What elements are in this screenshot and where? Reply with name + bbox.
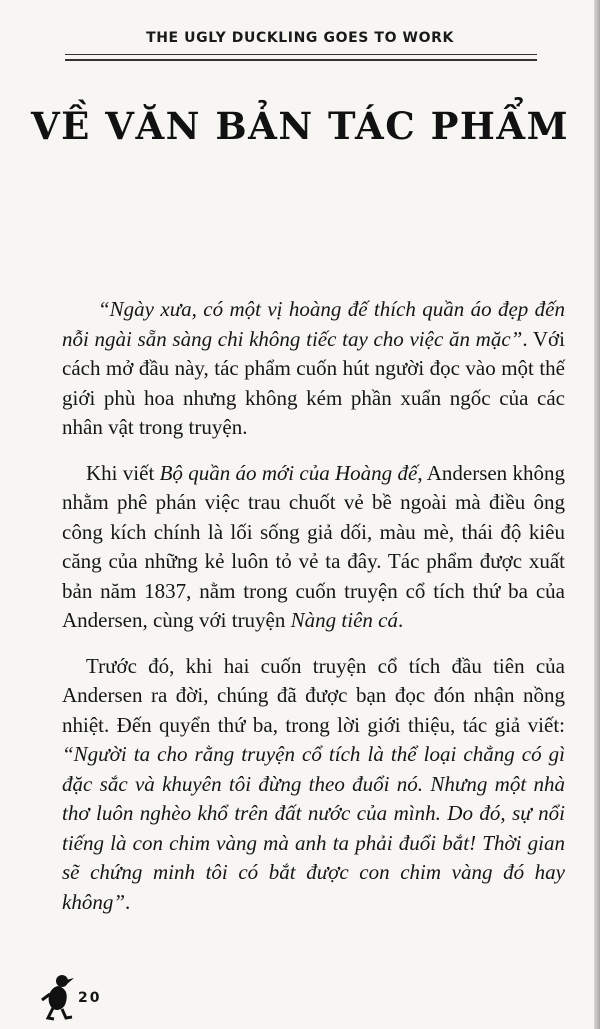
page-edge bbox=[594, 0, 600, 1029]
paragraph-3 bbox=[62, 652, 565, 918]
paragraph-1 bbox=[62, 295, 565, 443]
page-number: 20 bbox=[78, 990, 102, 1006]
paragraph-2-text-a: Khi viết bbox=[86, 460, 160, 485]
body-text bbox=[62, 295, 565, 933]
book-title: Bộ quần áo mới của Hoàng đế bbox=[159, 460, 418, 485]
header-rule-thin bbox=[65, 54, 537, 55]
paragraph-2-text-b: , Andersen không nhằm phê phán việc trau chuốt vẻ bề ngoài mà điều ông công kích chính là lối sống giả dối, màu mè, thái độ kiêu căng của những kẻ luôn tỏ vẻ ta đây. Tác phẩm được xuất bản năm 1837, nằm trong cuốn truyện cổ tích thứ ba của Andersen, cùng với truyện bbox=[62, 460, 565, 632]
paragraph-3-text: Trước đó, khi hai cuốn truyện cổ tích đầu tiên của Andersen ra đời, chúng đã được bạn đọc đón nhận nồng nhiệt. Đến quyển thứ ba, trong lời giới thiệu, tác giả viết: bbox=[62, 653, 565, 737]
author-quote: “Người ta cho rằng truyện cổ tích là thể loại chẳng có gì đặc sắc và khuyên tôi đừng theo đuổi nó. Nhưng một nhà thơ luôn nghèo khổ trên đất nước của mình. Do đó, sự nổi tiếng là con chim vàng mà anh ta phải đuổi bắt! Thời gian sẽ chứng minh tôi có bắt được con chim vàng đó hay không” bbox=[62, 742, 565, 914]
story-title: Nàng tiên cá bbox=[290, 608, 398, 632]
section-title: VỀ VĂN BẢN TÁC PHẨM bbox=[30, 104, 570, 148]
paragraph-2 bbox=[62, 459, 565, 636]
duckling-walking-icon bbox=[40, 972, 78, 1022]
opening-quote: “Ngày xưa, có một vị hoàng đế thích quần áo đẹp đến nỗi ngài sẵn sàng chi không tiếc tay cho việc ăn mặc” bbox=[62, 297, 565, 351]
header-rule-thick bbox=[65, 59, 537, 61]
paragraph-2-text-c: . bbox=[397, 608, 404, 632]
paragraph-1-text: . Với cách mở đầu này, tác phẩm cuốn hút người đọc vào một thế giới phù hoa nhưng không kém phần xuẩn ngốc của các nhân vật trong truyện. bbox=[62, 326, 565, 439]
paragraph-3-end: . bbox=[125, 889, 131, 914]
running-head: THE UGLY DUCKLING GOES TO WORK bbox=[146, 30, 454, 46]
